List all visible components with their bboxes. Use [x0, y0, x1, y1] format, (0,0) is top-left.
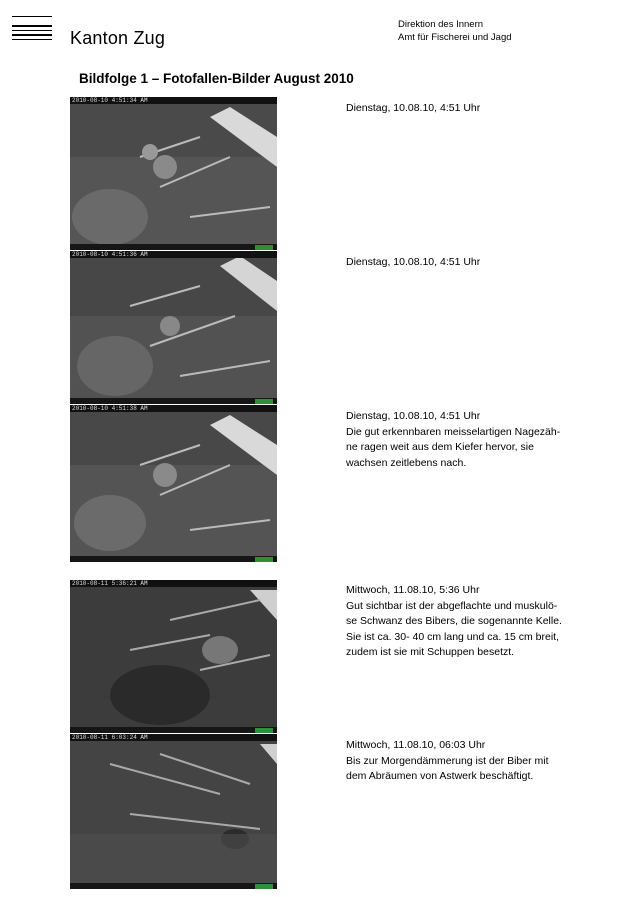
camera-timestamp: 2010-08-10 4:51:34 AM [70, 97, 277, 104]
photo-caption [346, 101, 596, 117]
brand-name: Kanton Zug [70, 28, 166, 48]
photo-caption [346, 738, 596, 785]
battery-indicator [255, 728, 273, 733]
page-title: Bildfolge 1 – Fotofallen-Bilder August 2010 [79, 71, 354, 86]
camera-timestamp: 2010-08-10 4:51:38 AM [70, 405, 277, 412]
trail-camera-photo [70, 97, 277, 250]
battery-indicator [255, 245, 273, 250]
caption-text: Gut sichtbar ist der abgeflachte und muskulö- se Schwanz des Bibers, die sogenannte Kelle. Sie ist ca. 30- 40 cm lang und ca. 15 cm breit, zudem ist sie mit Schuppen besetzt. [346, 599, 562, 658]
trail-camera-photo [70, 580, 277, 733]
photo-caption [346, 255, 596, 271]
photo-caption [346, 409, 596, 471]
department-line-1: Direktion des Innern [398, 19, 484, 30]
camera-timestamp: 2010-08-10 4:51:36 AM [70, 251, 277, 258]
caption-timestamp: Dienstag, 10.08.10, 4:51 Uhr [346, 410, 481, 422]
photo-caption [346, 583, 596, 661]
caption-timestamp: Dienstag, 10.08.10, 4:51 Uhr [346, 102, 481, 114]
trail-camera-photo [70, 405, 277, 562]
battery-indicator [255, 399, 273, 404]
department-line-2: Amt für Fischerei und Jagd [398, 31, 512, 43]
trail-camera-photo [70, 251, 277, 404]
caption-text: Bis zur Morgendämmerung ist der Biber mit dem Abräumen von Astwerk beschäftigt. [346, 754, 549, 782]
caption-timestamp: Mittwoch, 11.08.10, 06:03 Uhr [346, 739, 486, 751]
battery-indicator [255, 884, 273, 889]
battery-indicator [255, 557, 273, 562]
camera-timestamp: 2010-08-11 5:36:21 AM [70, 580, 277, 587]
caption-text: Die gut erkennbaren meisselartigen Nagezäh- ne ragen weit aus dem Kiefer hervor, sie wachsen zeitlebens nach. [346, 425, 561, 469]
caption-timestamp: Mittwoch, 11.08.10, 5:36 Uhr [346, 584, 480, 596]
camera-timestamp: 2010-08-11 6:03:24 AM [70, 734, 277, 741]
caption-timestamp: Dienstag, 10.08.10, 4:51 Uhr [346, 256, 481, 268]
department-block [398, 19, 512, 44]
canton-logo-icon [12, 16, 52, 43]
trail-camera-photo [70, 734, 277, 889]
